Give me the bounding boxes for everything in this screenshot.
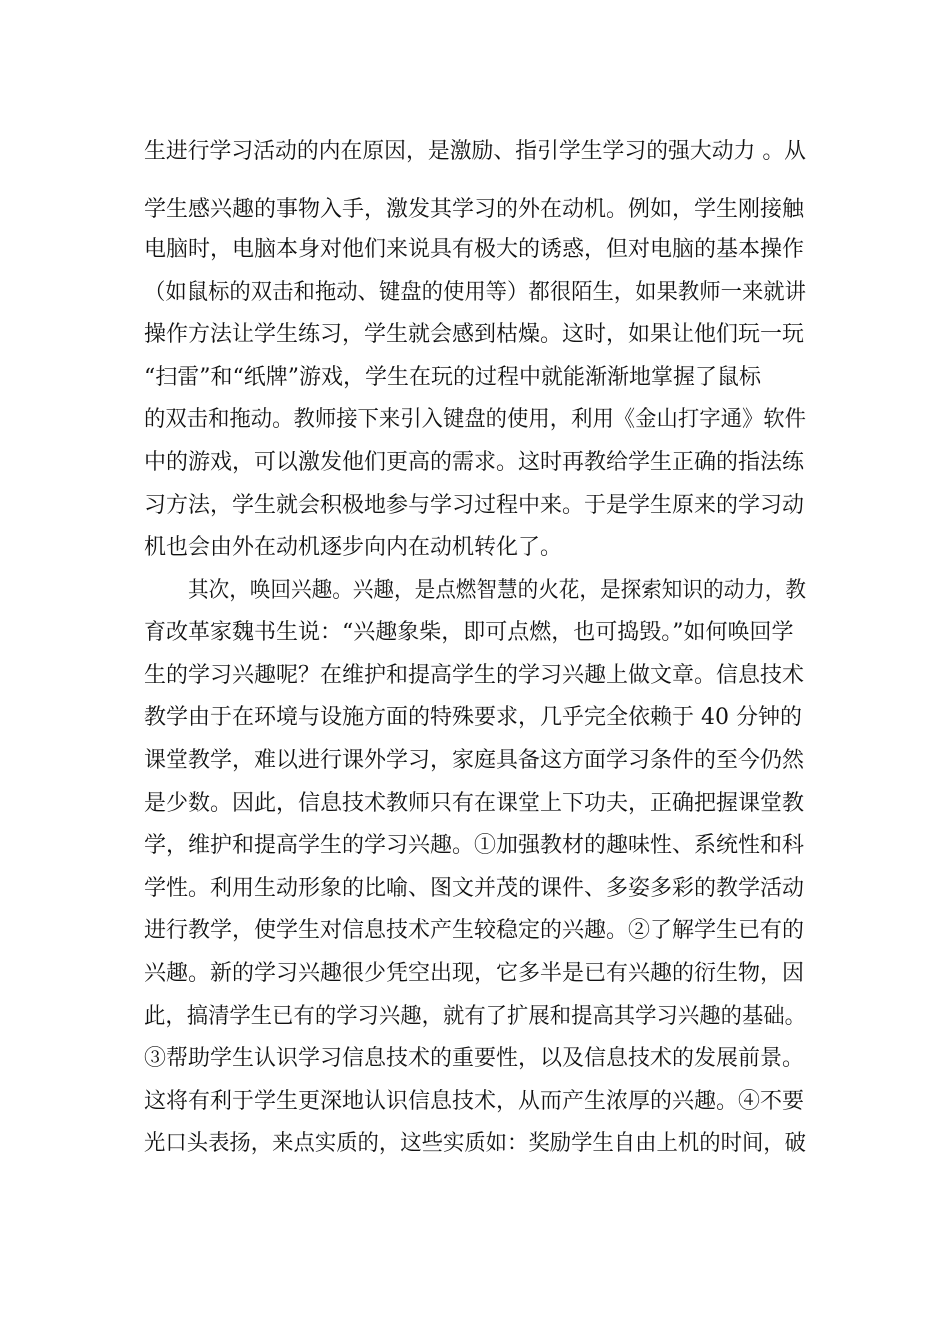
- text-line: 学生感兴趣的事物入手，激发其学习的外在动机。例如，学生刚接触: [144, 197, 805, 222]
- paragraph-first-line: 其次，唤回兴趣。兴趣，是点燃智慧的火花，是探索知识的动力，教: [188, 578, 807, 603]
- text-line: 光口头表扬，来点实质的，这些实质如：奖励学生自由上机的时间，破: [144, 1131, 807, 1156]
- text-line: 教学由于在环境与设施方面的特殊要求，几乎完全依赖于 40 分钟的: [144, 705, 802, 730]
- text-line: 是少数。因此，信息技术教师只有在课堂上下功夫，正确把握课堂教: [144, 791, 805, 816]
- text-line: 机也会由外在动机逐步向内在动机转化了。: [144, 535, 563, 560]
- text-line: 生进行学习活动的内在原因，是激励、指引学生学习的强大动力 。从: [144, 139, 806, 164]
- text-line: 兴趣。新的学习兴趣很少凭空出现，它多半是已有兴趣的衍生物，因: [144, 961, 805, 986]
- text-line: 育改革家魏书生说：“兴趣象柴，即可点燃，也可捣毁。”如何唤回学: [144, 620, 794, 645]
- text-line: 生的学习兴趣呢？在维护和提高学生的学习兴趣上做文章。信息技术: [144, 663, 805, 688]
- text-line: ③帮助学生认识学习信息技术的重要性，以及信息技术的发展前景。: [144, 1046, 805, 1071]
- text-line: 电脑时，电脑本身对他们来说具有极大的诱惑，但对电脑的基本操作: [144, 237, 805, 262]
- text-line: 的双击和拖动。教师接下来引入键盘的使用，利用《金山打字通》软件: [144, 407, 807, 432]
- text-line: 学，维护和提高学生的学习兴趣。①加强教材的趣味性、系统性和科: [144, 833, 805, 858]
- text-line: 此，搞清学生已有的学习兴趣，就有了扩展和提高其学习兴趣的基础。: [144, 1004, 807, 1029]
- text-line: 进行教学，使学生对信息技术产生较稳定的兴趣。②了解学生已有的: [144, 918, 805, 943]
- text-line: 这将有利于学生更深地认识信息技术，从而产生浓厚的兴趣。④不要: [144, 1089, 805, 1114]
- text-line: 学性。利用生动形象的比喻、图文并茂的课件、多姿多彩的教学活动: [144, 876, 805, 901]
- text-line: 习方法，学生就会积极地参与学习过程中来。于是学生原来的学习动: [144, 493, 805, 518]
- text-line: 课堂教学，难以进行课外学习，家庭具备这方面学习条件的至今仍然: [144, 748, 805, 773]
- text-line: 操作方法让学生练习，学生就会感到枯燥。这时，如果让他们玩一玩: [144, 322, 805, 347]
- text-line: “扫雷”和“纸牌”游戏，学生在玩的过程中就能渐渐地掌握了鼠标: [144, 365, 761, 390]
- text-line: （如鼠标的双击和拖动、键盘的使用等）都很陌生，如果教师一来就讲: [144, 280, 807, 305]
- text-line: 中的游戏，可以激发他们更高的需求。这时再教给学生正确的指法练: [144, 450, 805, 475]
